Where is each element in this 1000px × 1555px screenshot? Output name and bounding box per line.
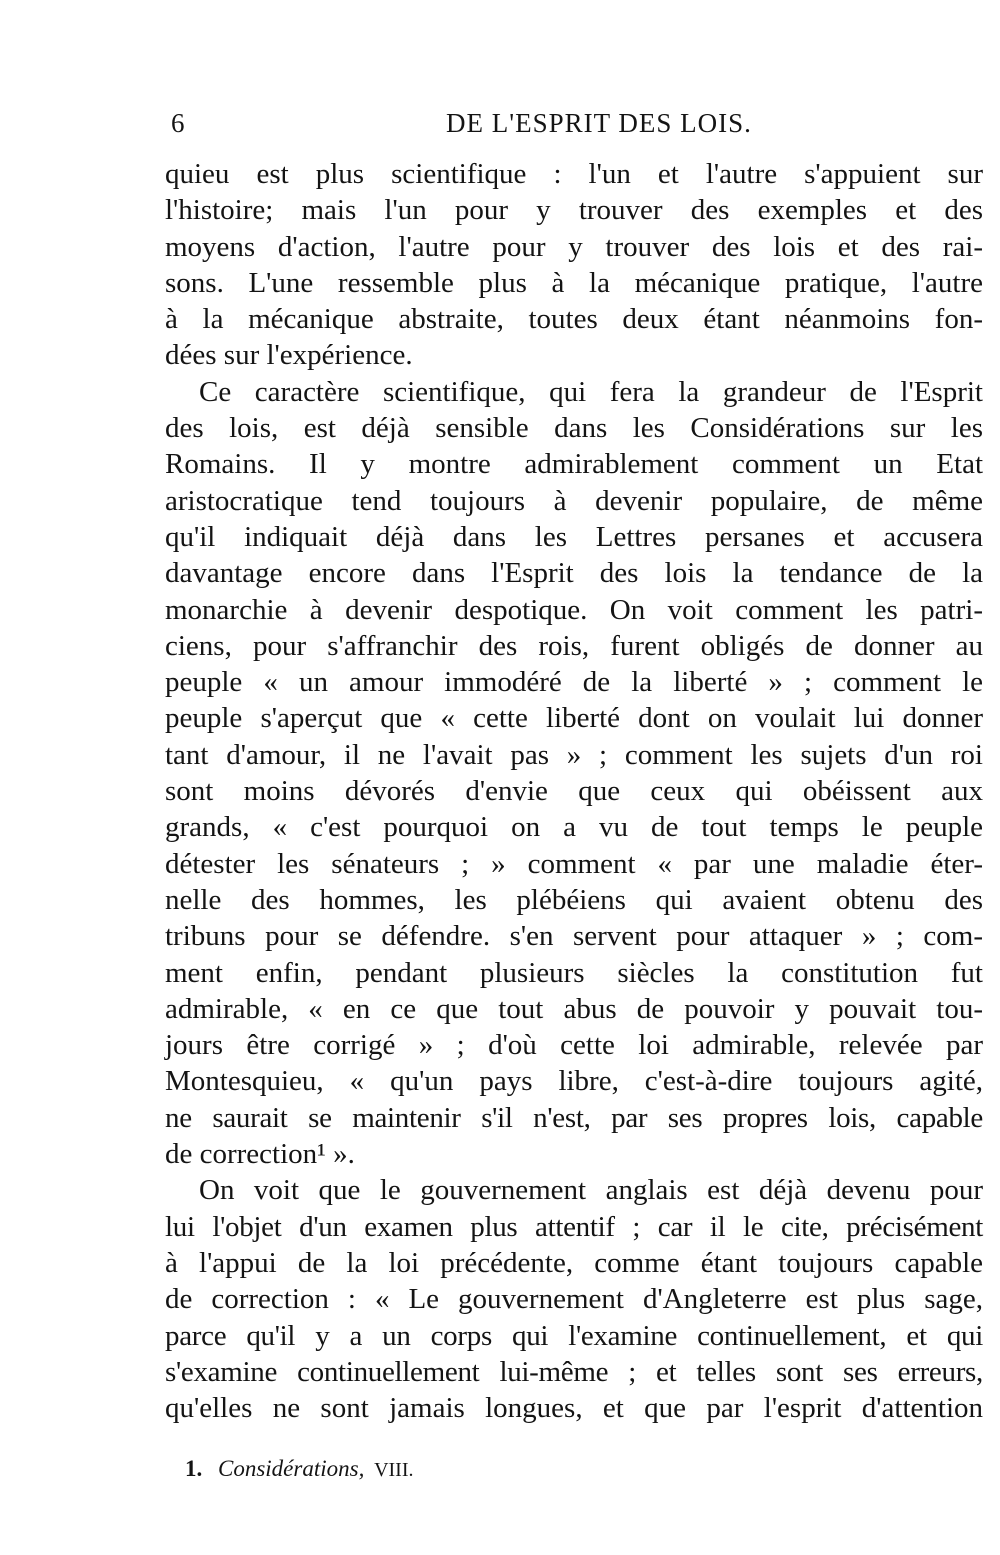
text-line: à l'appui de la loi précédente, comme étant toujours capable	[165, 1246, 983, 1279]
text-line: Ce caractère scientifique, qui fera la grandeur de l'Esprit	[199, 375, 983, 408]
text-line: admirable, « en ce que tout abus de pouvoir y pouvait tou-	[165, 992, 983, 1025]
body-text	[165, 156, 983, 1426]
text-line: qu'il indiquait déjà dans les Lettres persanes et accusera	[165, 520, 983, 553]
text-line: peuple s'aperçut que « cette liberté dont on voulait lui donner	[165, 702, 983, 735]
footnote-marker: 1.	[185, 1456, 203, 1481]
text-line: aristocratique tend toujours à devenir populaire, de même	[165, 484, 983, 517]
text-line: davantage encore dans l'Esprit des lois la tendance de la	[165, 557, 983, 590]
text-line: l'histoire; mais l'un pour y trouver des exemples et des	[165, 194, 983, 227]
text-line: détester les sénateurs ; » comment « par une maladie éter-	[165, 847, 983, 880]
page-number: 6	[171, 108, 186, 138]
text-line: qu'elles ne sont jamais longues, et que par l'esprit d'attention	[165, 1392, 983, 1425]
running-title: DE L'ESPRIT DES LOIS.	[446, 108, 752, 138]
text-line: jours être corrigé » ; d'où cette loi admirable, relevée par	[165, 1029, 983, 1062]
text-line: parce qu'il y a un corps qui l'examine continuellement, et qui	[165, 1319, 983, 1352]
text-line: grands, « c'est pourquoi on a vu de tout temps le peuple	[165, 811, 983, 844]
footnote-reference: VIII.	[374, 1459, 414, 1481]
footnote	[185, 1456, 414, 1482]
text-line: Romains. Il y montre admirablement comment un Etat	[165, 448, 983, 481]
text-line: lui l'objet d'un examen plus attentif ; car il le cite, précisément	[165, 1210, 983, 1243]
running-head	[165, 108, 983, 148]
text-line: des lois, est déjà sensible dans les Considérations sur les	[165, 412, 983, 445]
text-line: quieu est plus scientifique : l'un et l'autre s'appuient sur	[165, 158, 983, 190]
text-line: de correction¹ ».	[165, 1138, 355, 1171]
text-line: sont moins dévorés d'envie que ceux qui obéissent aux	[165, 775, 983, 808]
text-line: peuple « un amour immodéré de la liberté » ; comment le	[165, 666, 983, 699]
text-line: moyens d'action, l'autre pour y trouver des lois et des rai-	[165, 230, 983, 263]
text-line: ment enfin, pendant plusieurs siècles la constitution fut	[165, 956, 983, 989]
book-page	[165, 100, 983, 1500]
text-line: sons. L'une ressemble plus à la mécanique pratique, l'autre	[165, 266, 983, 299]
text-line: Montesquieu, « qu'un pays libre, c'est-à-dire toujours agité,	[165, 1065, 983, 1098]
text-line: On voit que le gouvernement anglais est déjà devenu pour	[199, 1174, 983, 1207]
text-line: dées sur l'expérience.	[165, 339, 413, 372]
text-line: tribuns pour se défendre. s'en servent pour attaquer » ; com-	[165, 920, 983, 953]
text-line: à la mécanique abstraite, toutes deux étant néanmoins fon-	[165, 303, 983, 336]
text-line: tant d'amour, il ne l'avait pas » ; comment les sujets d'un roi	[165, 738, 983, 771]
text-line: de correction : « Le gouvernement d'Angleterre est plus sage,	[165, 1283, 983, 1316]
text-line: monarchie à devenir despotique. On voit comment les patri-	[165, 593, 983, 626]
footnote-title: Considérations,	[218, 1456, 365, 1481]
text-line: ciens, pour s'affranchir des rois, furent obligés de donner au	[165, 629, 983, 662]
text-line: nelle des hommes, les plébéiens qui avaient obtenu des	[165, 883, 983, 916]
text-line: ne saurait se maintenir s'il n'est, par ses propres lois, capable	[165, 1101, 983, 1134]
text-line: s'examine continuellement lui-même ; et telles sont ses erreurs,	[165, 1355, 983, 1388]
